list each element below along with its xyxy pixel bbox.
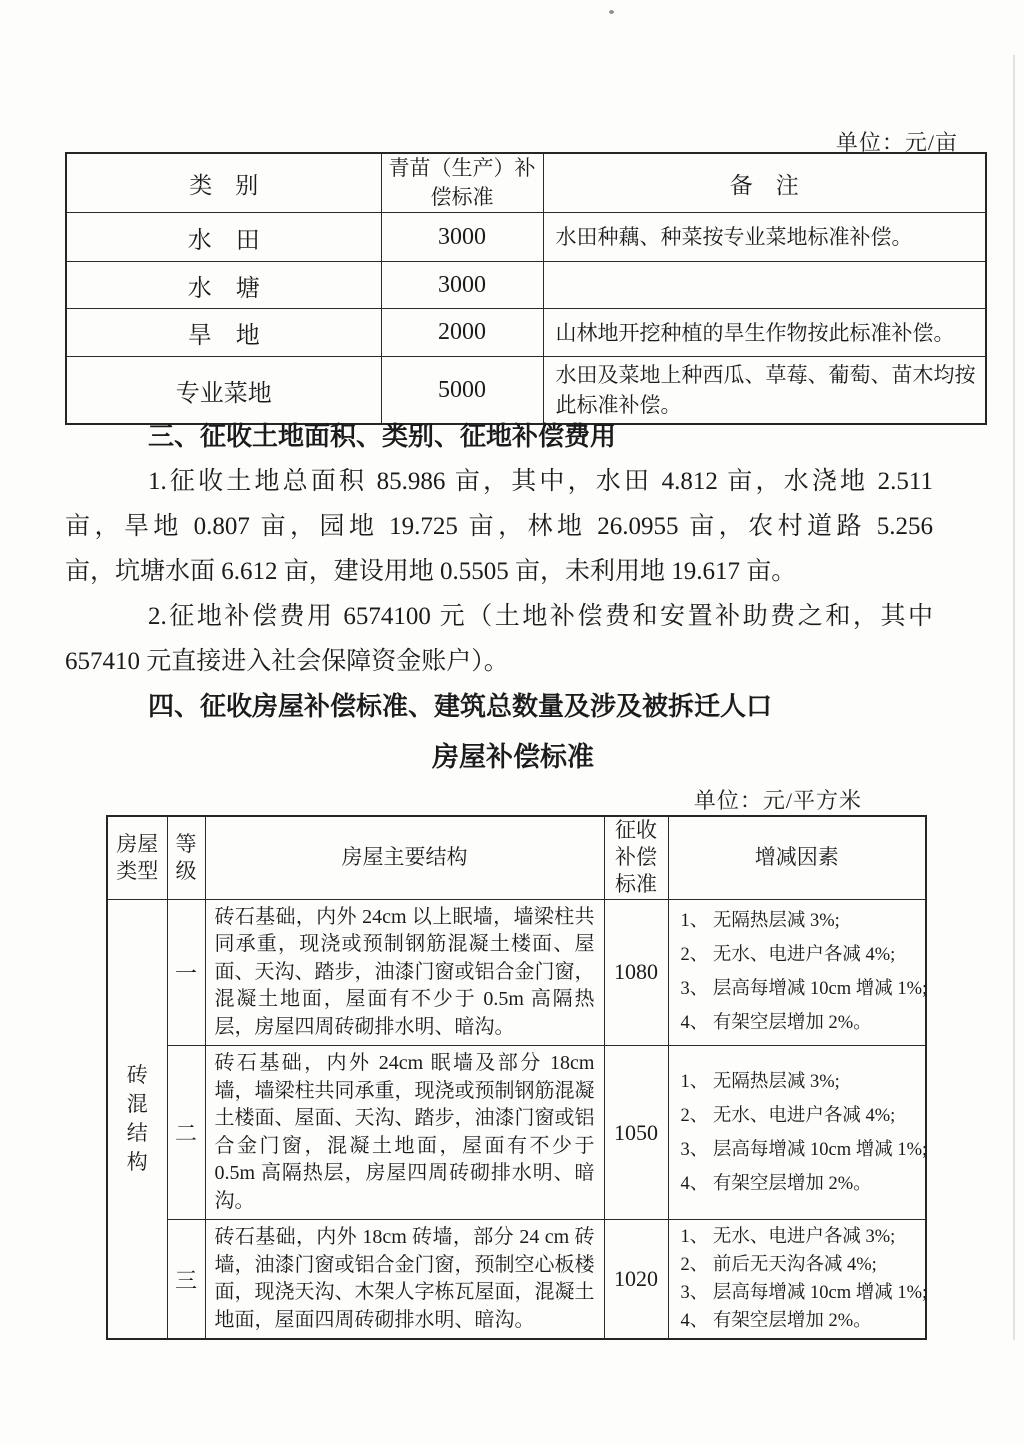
crop-remark-cell: 山林地开挖种植的旱生作物按此标准补偿。: [543, 309, 986, 357]
crop-table-header-row: [66, 153, 986, 213]
crop-compensation-table: [65, 152, 987, 425]
factor-line: 2、 无水、电进户各减 4%;: [680, 945, 896, 966]
factor-line: 2、 前后无天沟各减 4%;: [680, 1255, 877, 1275]
factor-line: 1、 无水、电进户各减 3%;: [680, 1227, 896, 1247]
factor-line: 1、 无隔热层减 3%;: [680, 911, 840, 932]
crop-standard-cell: 2000: [381, 309, 543, 357]
house-standard-cell: 1050: [604, 1046, 668, 1220]
paragraph-line: 657410 元直接进入社会保障资金账户）。: [65, 648, 509, 675]
house-table-title: 房屋补偿标准: [432, 742, 594, 772]
house-factors-cell: [668, 899, 926, 1046]
crop-header-remark: 备 注: [543, 153, 986, 213]
house-header-structure: 房屋主要结构: [205, 816, 604, 899]
scan-artifact-dot: [609, 10, 614, 14]
crop-table-row: [66, 309, 986, 357]
factor-line: 4、 有架空层增加 2%。: [680, 1311, 872, 1331]
house-structure-cell: 砖石基础，内外 24cm 眠墙及部分 18cm 墙，墙梁柱共同承重，现浇或预制钢筋混凝土楼面、屋面、天沟、踏步，油漆门窗或铝合金门窗，混凝土地面，屋面有不少于 0.5m 高隔热层，房屋四周砖砌排水明、暗沟。: [205, 1046, 604, 1220]
factor-line: 2、 无水、电进户各减 4%;: [680, 1105, 896, 1126]
crop-remark-cell: 水田种藕、种菜按专业菜地标准补偿。: [543, 213, 986, 262]
house-grade-cell: 二: [167, 1046, 205, 1220]
crop-standard-cell: 3000: [381, 262, 543, 309]
crop-table-body: [66, 213, 986, 425]
house-standard-cell: 1080: [604, 899, 668, 1046]
crop-category-cell: 水 塘: [66, 262, 381, 309]
crop-category-cell: 专业菜地: [66, 357, 381, 425]
paragraph-line: 亩，坑塘水面 6.612 亩，建设用地 0.5505 亩，未利用地 19.617 亩。: [65, 558, 797, 585]
crop-standard-cell: 3000: [381, 213, 543, 262]
unit-label-per-mu: 单位：元/亩: [835, 130, 958, 155]
crop-category-cell: 水 田: [66, 213, 381, 262]
body-text: [65, 414, 933, 780]
house-factors-cell: [668, 1046, 926, 1220]
crop-remark-cell: 水田及菜地上种西瓜、草莓、葡萄、苗木均按此标准补偿。: [543, 357, 986, 425]
factor-line: 4、 有架空层增加 2%。: [680, 1173, 872, 1194]
crop-header-standard: 青苗（生产）补偿标准: [381, 153, 543, 213]
scan-edge-shadow: [1013, 55, 1015, 1340]
factor-line: 1、 无隔热层减 3%;: [680, 1071, 840, 1092]
paragraph-line: 2.征地补偿费用 6574100 元（土地补偿费和安置补助费之和，其中: [148, 603, 933, 630]
crop-header-category: 类 别: [66, 153, 381, 213]
house-grade-cell: 三: [167, 1220, 205, 1340]
house-grade-cell: 一: [167, 899, 205, 1046]
house-structure-cell: 砖石基础，内外 24cm 以上眠墙，墙梁柱共同承重，现浇或预制钢筋混凝土楼面、屋面、天沟、踏步，油漆门窗或铝合金门窗，混凝土地面，屋面有不少于 0.5m 高隔热层，房屋四周砖砌排水明、暗沟。: [205, 899, 604, 1046]
house-factors-cell: [668, 1220, 926, 1340]
section-heading-3: 三、征收土地面积、类别、征地补偿费用: [148, 422, 617, 451]
house-table-row: [107, 899, 926, 1046]
crop-table-row: [66, 262, 986, 309]
paragraph-line: 亩，旱地 0.807 亩，园地 19.725 亩，林地 26.0955 亩，农村道路 5.256: [65, 513, 933, 540]
house-structure-cell: 砖石基础，内外 18cm 砖墙，部分 24 cm 砖墙，油漆门窗或铝合金门窗，预制空心板楼面，现浇天沟、木架人字栋瓦屋面，混凝土地面，屋面四周砖砌排水明、暗沟。: [205, 1220, 604, 1340]
crop-category-cell: 旱 地: [66, 309, 381, 357]
house-table-row: [107, 1220, 926, 1340]
crop-standard-cell: 5000: [381, 357, 543, 425]
house-compensation-table: [106, 815, 927, 1340]
house-header-factors: 增减因素: [668, 816, 926, 899]
house-table-header-row: [107, 816, 926, 899]
house-header-standard: 征收补偿标准: [604, 816, 668, 899]
house-standard-cell: 1020: [604, 1220, 668, 1340]
section-heading-4: 四、征收房屋补偿标准、建筑总数量及涉及被拆迁人口: [148, 692, 773, 721]
factor-line: 3、 层高每增减 10cm 增减 1%;: [680, 1139, 928, 1160]
crop-remark-cell: [543, 262, 986, 309]
house-table-body: [107, 899, 926, 1339]
factor-line: 3、 层高每增减 10cm 增减 1%;: [680, 1283, 928, 1303]
house-header-type: 房屋类型: [107, 816, 167, 899]
crop-table-row: [66, 213, 986, 262]
unit-label-per-sqm: 单位：元/平方米: [693, 788, 862, 813]
factor-line: 4、 有架空层增加 2%。: [680, 1013, 872, 1034]
house-type-cell: 砖 混 结 构: [107, 899, 167, 1339]
house-table-row: [107, 1046, 926, 1220]
paragraph-line: 1.征收土地总面积 85.986 亩，其中，水田 4.812 亩，水浇地 2.511: [148, 468, 933, 495]
factor-line: 3、 层高每增减 10cm 增减 1%;: [680, 979, 928, 1000]
house-header-grade: 等级: [167, 816, 205, 899]
